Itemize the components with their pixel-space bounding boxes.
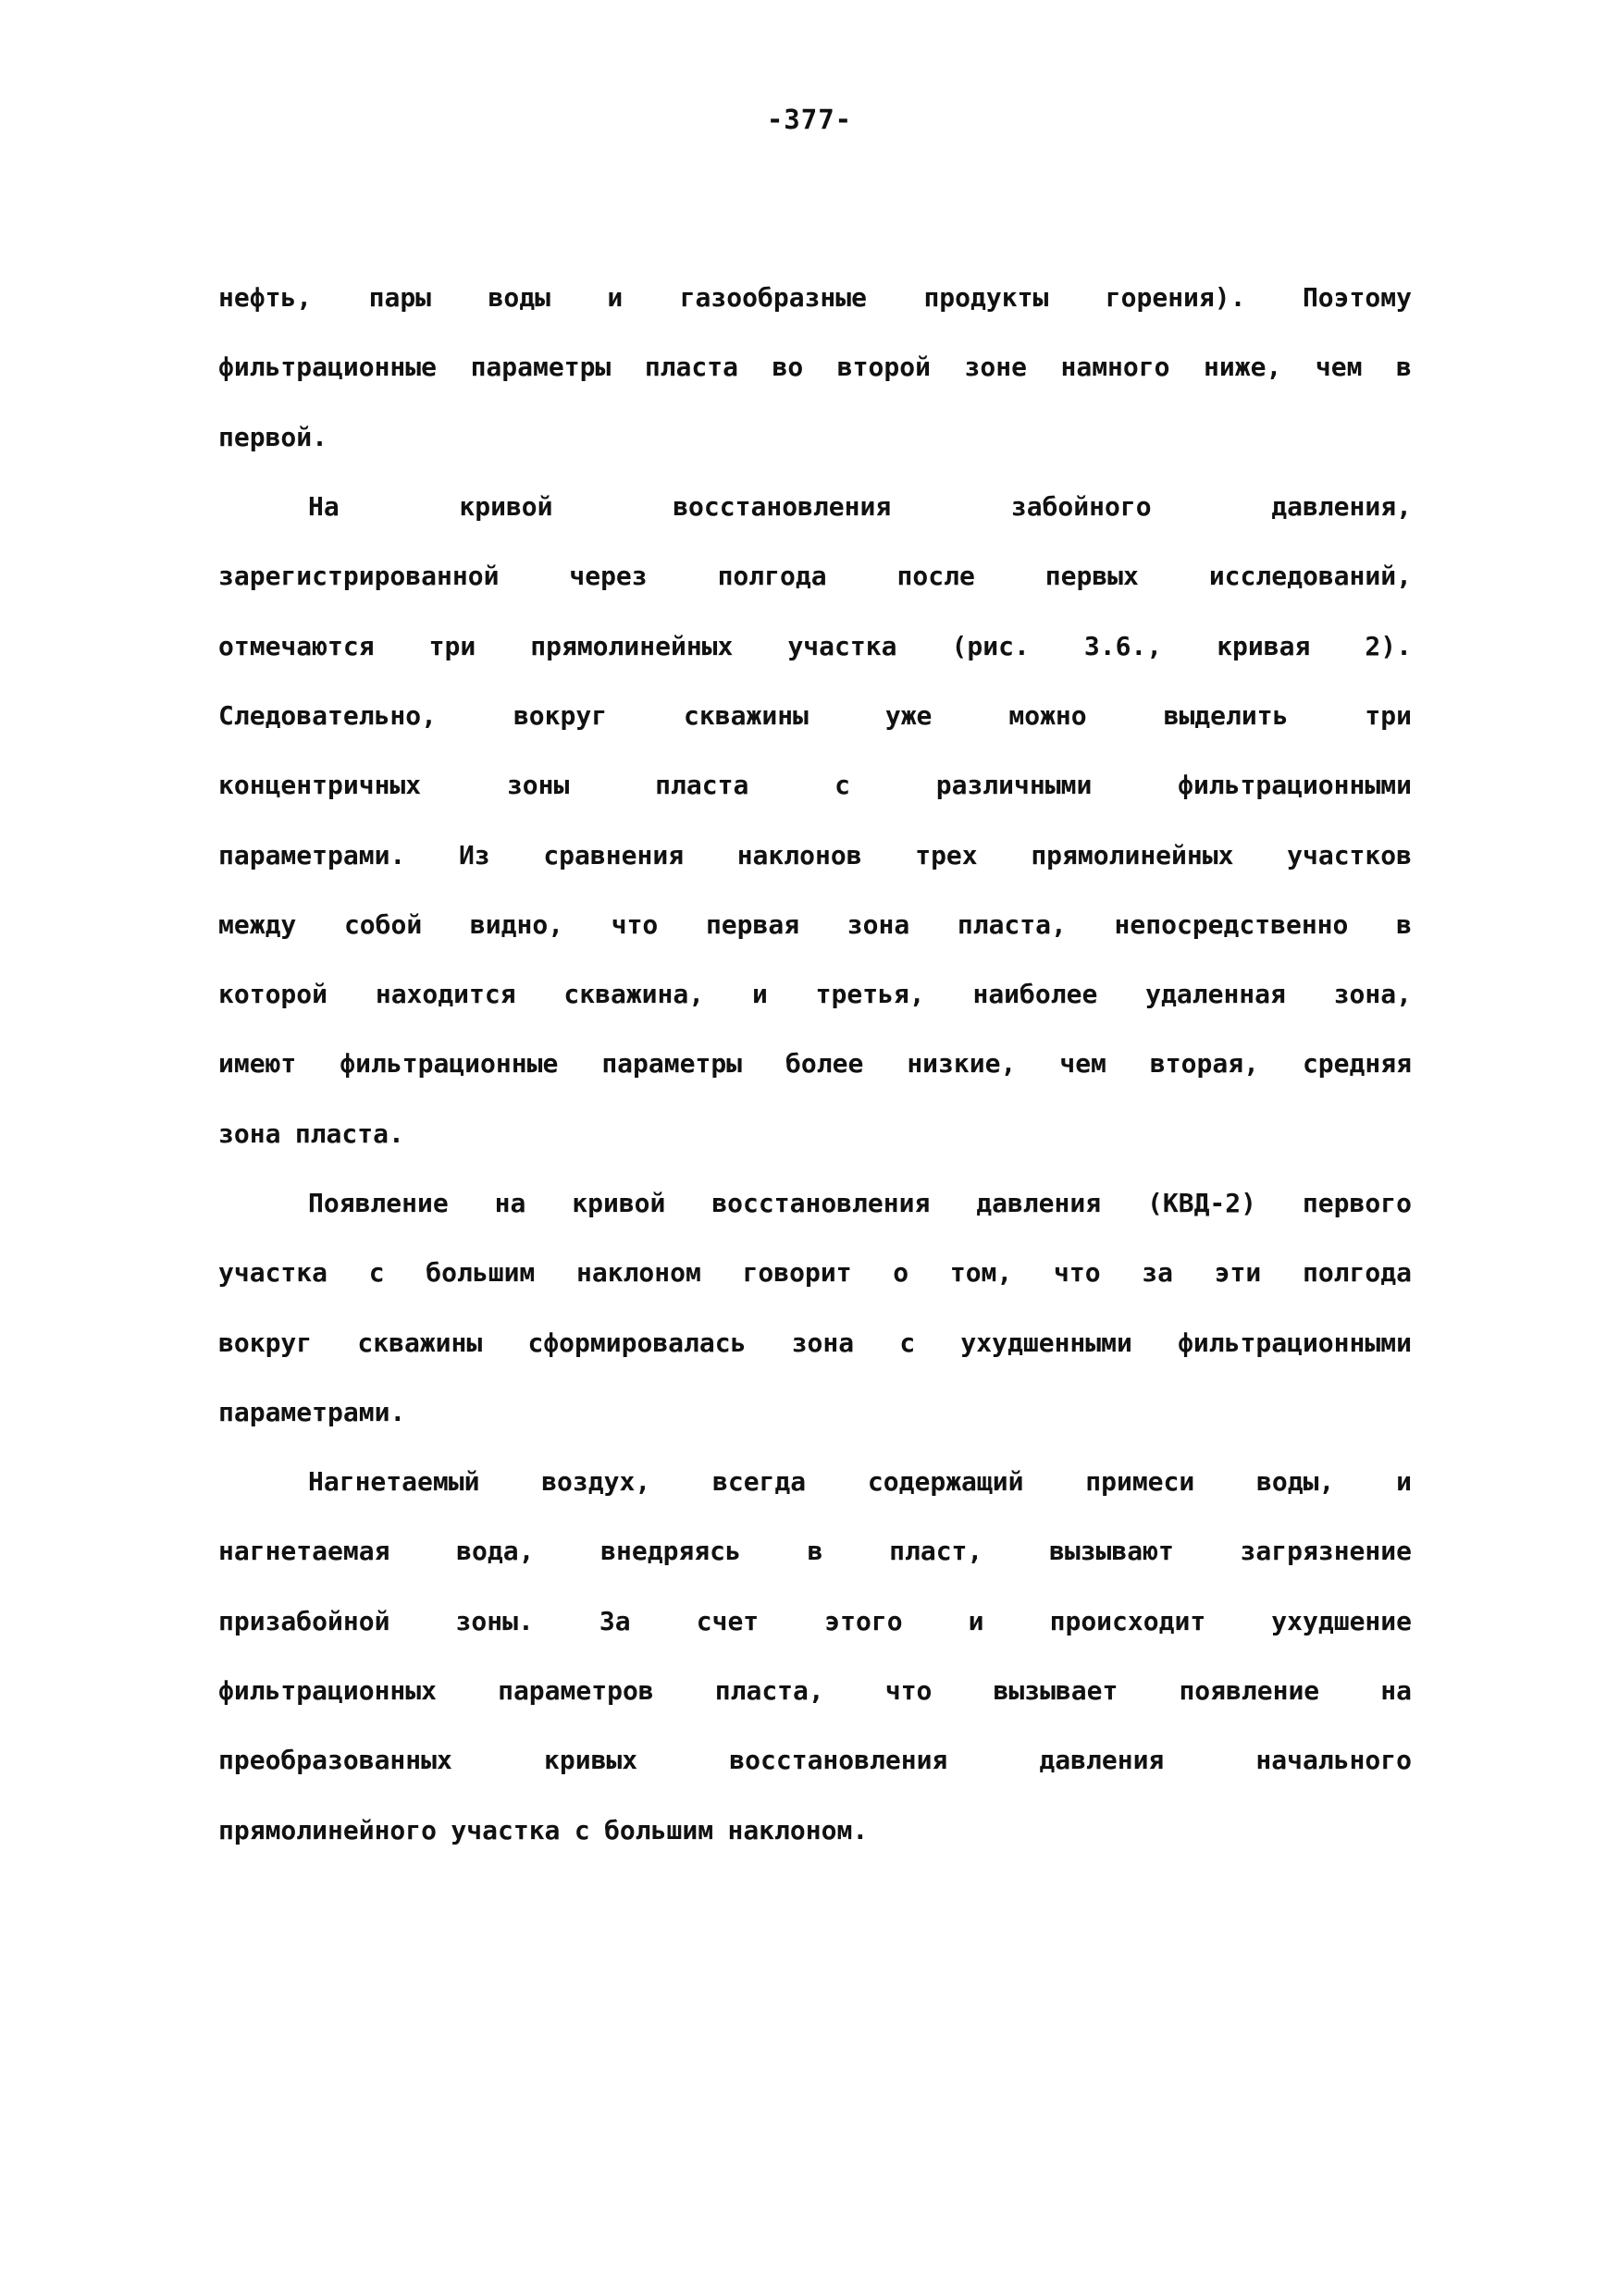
word: том, (949, 1257, 1013, 1289)
word: исследований, (1208, 561, 1412, 592)
word: с (368, 1257, 385, 1289)
text-line (218, 1307, 1412, 1376)
word: Поэтому (1302, 282, 1412, 314)
text-line (218, 681, 1412, 750)
word: параметрами. (218, 839, 406, 870)
word: в (1396, 908, 1412, 940)
word: концентричных (218, 770, 422, 801)
word: пласта, (714, 1675, 824, 1707)
word: находится (375, 979, 516, 1010)
word: три (1365, 699, 1412, 731)
word: скважины (684, 699, 809, 731)
word: трех (915, 839, 978, 870)
word: наклоном (576, 1257, 701, 1289)
word: воды (488, 282, 550, 314)
word: о (893, 1257, 909, 1289)
word: через (569, 561, 648, 592)
word: наклонов (736, 839, 862, 870)
word: восстановления (729, 1745, 948, 1776)
word: нагнетаемая (218, 1536, 390, 1567)
word: нефть, (218, 282, 313, 314)
word: третья, (815, 979, 925, 1010)
word: давления (976, 1188, 1102, 1218)
word: горения). (1105, 282, 1246, 314)
word: За (599, 1605, 631, 1636)
word: фильтрационные (340, 1048, 559, 1080)
word: этого (824, 1605, 903, 1636)
word: зоне (964, 352, 1027, 383)
word: параметров (498, 1675, 654, 1707)
word: и (751, 979, 768, 1010)
word: эти (1214, 1257, 1262, 1289)
word: Нагнетаемый (308, 1466, 480, 1498)
word: чем (1059, 1048, 1106, 1080)
text-line (218, 890, 1412, 959)
text-line (218, 1586, 1412, 1656)
word: полгода (1302, 1257, 1412, 1289)
word: намного (1060, 352, 1170, 383)
word: удаленная (1145, 979, 1286, 1010)
text-line (218, 1099, 1412, 1168)
word: вокруг (513, 699, 608, 731)
text-line (218, 1377, 1412, 1447)
word: (рис. (951, 630, 1030, 661)
paragraph (218, 1447, 1412, 1865)
word: зоны (506, 770, 570, 801)
word: давления (1039, 1745, 1165, 1776)
word: второй (836, 352, 931, 383)
word: зона (847, 908, 910, 940)
word: 3.6., (1083, 630, 1163, 661)
word: пласта (655, 770, 749, 801)
word: участков (1287, 839, 1412, 870)
word: восстановления (711, 1188, 931, 1218)
text-line (218, 1168, 1412, 1238)
word: кривой (572, 1188, 666, 1218)
word: большим (604, 1814, 714, 1845)
word: ниже, (1204, 352, 1282, 383)
word: уже (884, 699, 933, 731)
word: появление (1179, 1675, 1320, 1707)
word: зона, (1333, 979, 1412, 1010)
word: вызывает (993, 1675, 1118, 1707)
word: вызывают (1048, 1536, 1174, 1567)
word: начального (1255, 1745, 1412, 1776)
word: фильтрационные (218, 352, 438, 383)
word: газообразные (679, 282, 867, 314)
word: пласта. (294, 1117, 404, 1149)
paragraph (218, 472, 1412, 1168)
word: восстановления (673, 491, 892, 523)
word: участка (451, 1814, 561, 1845)
paragraph (218, 263, 1412, 472)
word: давления, (1271, 491, 1412, 523)
text-line (218, 1796, 1412, 1865)
word: счет (696, 1605, 760, 1636)
text-line (218, 1725, 1412, 1795)
word: кривая (1217, 630, 1311, 661)
text-line (218, 1238, 1412, 1307)
word: вторая, (1149, 1048, 1259, 1080)
word: вода, (456, 1536, 535, 1567)
word: продукты (923, 282, 1049, 314)
word: полгода (717, 561, 827, 592)
word: преобразованных (218, 1745, 452, 1776)
word: которой (218, 979, 328, 1010)
text-line (218, 750, 1412, 820)
word: низкие, (907, 1048, 1017, 1080)
word: средняя (1302, 1048, 1412, 1080)
word: фильтрационными (1178, 770, 1412, 801)
word: первой. (218, 421, 328, 452)
word: фильтрационными (1178, 1327, 1412, 1358)
word: На (308, 491, 340, 523)
word: имеют (218, 1048, 297, 1080)
text-line (218, 402, 1412, 472)
word: происходит (1049, 1605, 1206, 1636)
text-line (218, 1656, 1412, 1725)
word: Появление (308, 1188, 449, 1218)
word: скважина, (563, 979, 705, 1010)
text-line (218, 263, 1412, 332)
word: внедряясь (600, 1536, 741, 1567)
text-line (218, 1029, 1412, 1098)
word: вокруг (218, 1327, 313, 1358)
word: что (1053, 1257, 1101, 1289)
word: Следовательно, (218, 699, 438, 731)
word: кривых (544, 1745, 638, 1776)
word: с (899, 1327, 916, 1358)
word: параметрами. (218, 1396, 406, 1427)
word: зарегистрированной (218, 561, 500, 592)
word: можно (1008, 699, 1087, 731)
word: кривой (459, 491, 553, 523)
word: пласт, (889, 1536, 983, 1567)
word: (КВД-2) (1147, 1188, 1257, 1218)
word: воздух, (541, 1466, 651, 1498)
word: призабойной (218, 1605, 390, 1636)
word: содержащий (867, 1466, 1024, 1498)
word: наиболее (972, 979, 1098, 1010)
text-line (218, 959, 1412, 1029)
word: скважины (357, 1327, 483, 1358)
text-line (218, 541, 1412, 611)
word: прямолинейного (218, 1814, 438, 1845)
body-text (218, 263, 1412, 1865)
word: забойного (1010, 491, 1152, 523)
word: в (1396, 352, 1412, 383)
word: загрязнение (1240, 1536, 1412, 1567)
word: отмечаются (218, 630, 375, 661)
word: прямолинейных (1031, 839, 1234, 870)
word: с (834, 770, 850, 801)
word: участка (787, 630, 897, 661)
word: что (611, 908, 659, 940)
word: пласта, (957, 908, 1067, 940)
word: сравнения (543, 839, 685, 870)
text-line (218, 611, 1412, 680)
word: собой (343, 908, 423, 940)
word: воды, (1256, 1466, 1335, 1498)
word: примеси (1085, 1466, 1195, 1498)
word: на (494, 1188, 526, 1218)
word: что (884, 1675, 933, 1707)
word: зона (218, 1117, 281, 1149)
text-line (218, 332, 1412, 401)
word: и (607, 282, 624, 314)
word: наклоном. (727, 1814, 869, 1845)
word: за (1142, 1257, 1173, 1289)
word: участка (218, 1257, 328, 1289)
word: пары (368, 282, 432, 314)
word: с (574, 1814, 590, 1845)
word: прямолинейных (530, 630, 734, 661)
paragraph (218, 1168, 1412, 1447)
word: выделить (1163, 699, 1289, 731)
word: большим (426, 1257, 536, 1289)
word: на (1380, 1675, 1412, 1707)
text-line (218, 472, 1412, 541)
word: Из (458, 839, 490, 870)
word: во (772, 352, 804, 383)
word: первая (705, 908, 800, 940)
word: ухудшение (1271, 1605, 1412, 1636)
word: после (896, 561, 975, 592)
word: сформировалась (527, 1327, 747, 1358)
text-line (218, 1516, 1412, 1586)
word: различными (935, 770, 1093, 801)
word: между (218, 908, 297, 940)
word: фильтрационных (218, 1675, 438, 1707)
word: в (807, 1536, 823, 1567)
word: ухудшенными (960, 1327, 1132, 1358)
word: зона (791, 1327, 855, 1358)
word: пласта (644, 352, 738, 383)
word: всегда (711, 1466, 807, 1498)
word: параметры (601, 1048, 743, 1080)
text-line (218, 820, 1412, 889)
word: 2). (1365, 630, 1412, 661)
page-number: -377- (766, 104, 853, 135)
word: говорит (742, 1257, 852, 1289)
word: параметры (470, 352, 612, 383)
word: непосредственно (1114, 908, 1349, 940)
word: первого (1302, 1188, 1412, 1218)
word: и (1396, 1466, 1412, 1498)
word: чем (1315, 352, 1363, 383)
text-line (218, 1447, 1412, 1516)
word: первых (1044, 561, 1139, 592)
word: зоны. (455, 1605, 534, 1636)
word: видно, (469, 908, 564, 940)
word: и (968, 1605, 984, 1636)
word: более (785, 1048, 864, 1080)
word: три (428, 630, 476, 661)
